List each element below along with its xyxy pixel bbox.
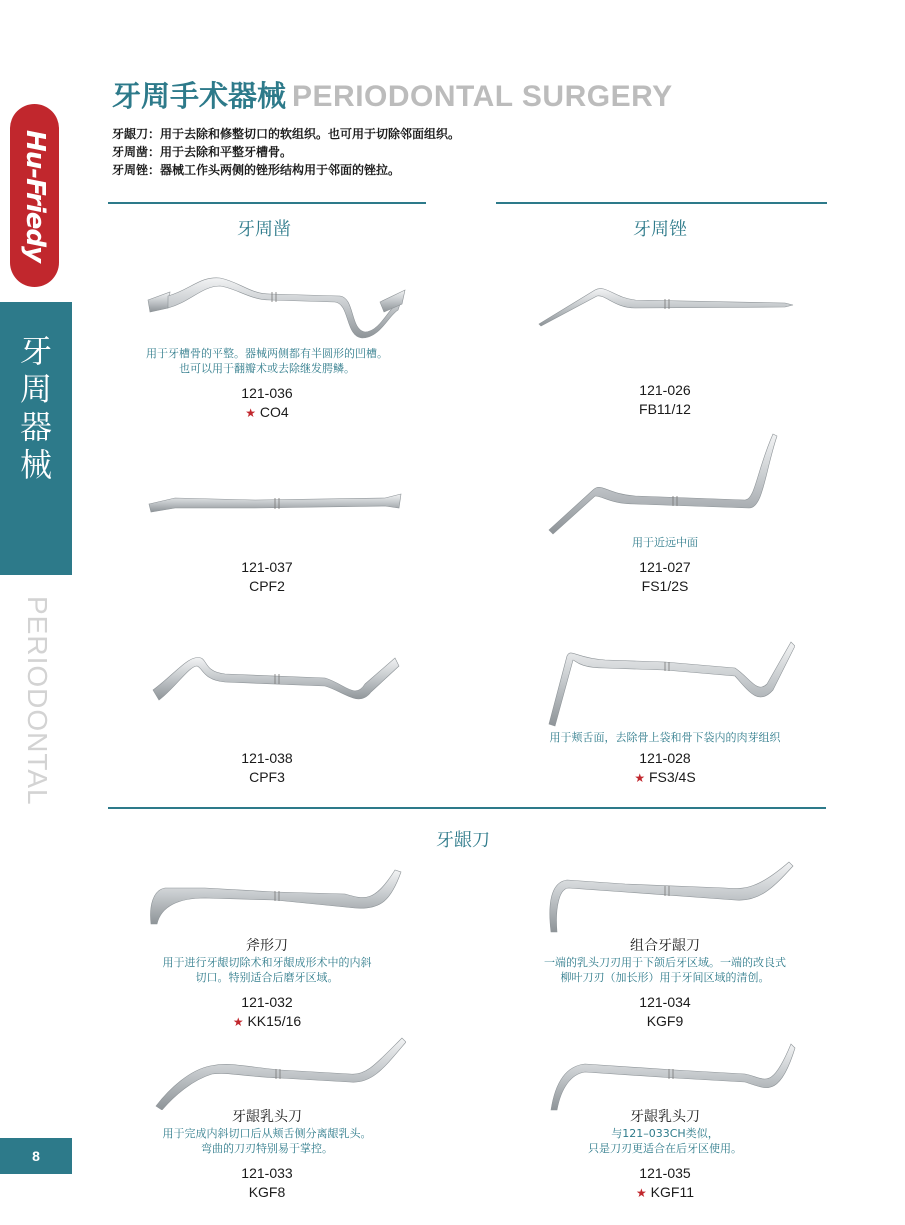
- instrument-fs34s-image: [545, 638, 795, 728]
- instrument-item-fs12s: [515, 535, 815, 596]
- item-code: 121-034: [639, 994, 691, 1010]
- instrument-fs12s-image: [545, 430, 785, 536]
- item-model: KGF9: [646, 1013, 684, 1029]
- item-model: KGF11: [650, 1184, 694, 1200]
- instrument-fb1112-image: [535, 276, 797, 330]
- item-description: 用于近远中面: [632, 536, 698, 549]
- item-model: CPF2: [249, 578, 285, 594]
- instrument-item-co4: [117, 346, 417, 423]
- logo-text: Hu-Friedy: [19, 129, 50, 262]
- item-code: 121-036: [241, 385, 293, 401]
- instrument-item-cpf2: [117, 558, 417, 596]
- item-code: 121-033: [241, 1165, 293, 1181]
- instrument-kgf9-image: [545, 858, 795, 934]
- item-description: 柳叶刀刃（加长形）用于牙间区域的清创。: [560, 971, 770, 984]
- item-name: 牙龈乳头刀: [232, 1109, 302, 1125]
- instrument-kk1516-image: [145, 866, 407, 930]
- item-code: 121-037: [241, 559, 293, 575]
- instrument-item-kk1516: [117, 937, 417, 1032]
- item-model: CPF3: [249, 769, 285, 785]
- star-icon: ★: [636, 1186, 647, 1200]
- instrument-item-cpf3: [117, 749, 417, 787]
- item-code: 121-035: [639, 1165, 691, 1181]
- item-code: 121-027: [639, 559, 691, 575]
- star-icon: ★: [245, 406, 257, 420]
- instrument-cpf3-image: [145, 644, 407, 708]
- item-name: 牙龈乳头刀: [630, 1109, 700, 1125]
- item-model: CO4: [259, 404, 289, 420]
- item-model: KGF8: [248, 1184, 286, 1200]
- item-model: FB11/12: [639, 401, 691, 417]
- instrument-item-kgf9: [515, 937, 815, 1031]
- sidebar-cn-text: 牙周器械: [19, 332, 52, 484]
- section-rule: [108, 807, 826, 809]
- section-rule: [108, 202, 426, 204]
- item-code: 121-026: [639, 382, 691, 398]
- item-name: 组合牙龈刀: [630, 938, 700, 954]
- sidebar-section-tab: [0, 302, 72, 575]
- item-name: 斧形刀: [246, 938, 288, 954]
- instrument-item-kgf8: [117, 1108, 417, 1202]
- instrument-kgf8-image: [150, 1034, 406, 1110]
- star-icon: ★: [232, 1015, 244, 1029]
- instrument-item-fb1112: [515, 381, 815, 419]
- item-description: 用于完成内斜切口后从颊舌侧分离龈乳头。: [162, 1127, 372, 1140]
- item-code: 121-028: [639, 750, 691, 766]
- item-description: 与121–033CH类似，: [611, 1127, 719, 1140]
- item-description: 用于牙槽骨的平整。器械两侧都有半圆形的凹槽。: [146, 347, 388, 360]
- item-model: FS1/2S: [641, 578, 689, 594]
- instrument-kgf11-image: [545, 1040, 797, 1112]
- title-en: PERIODONTAL SURGERY: [292, 80, 673, 113]
- item-description: 切口。特别适合后磨牙区域。: [195, 971, 339, 984]
- item-description: 也可以用于翻瓣术或去除继发腭鳞。: [179, 362, 355, 375]
- intro-text: [112, 125, 460, 179]
- item-code: 121-038: [241, 750, 293, 766]
- section-title-chisels: 牙周凿: [237, 219, 291, 240]
- item-code: 121-032: [241, 994, 293, 1010]
- item-description: 一端的乳头刀刃用于下颌后牙区域。一端的改良式: [544, 956, 786, 969]
- item-model: KK15/16: [247, 1013, 302, 1029]
- intro-line: 牙周凿：用于去除和平整牙槽骨。: [112, 145, 293, 159]
- intro-line: 牙周锉：器械工作头两侧的锉形结构用于邻面的锉拉。: [112, 163, 401, 177]
- item-description: 弯曲的刀刃特别易于掌控。: [201, 1142, 333, 1155]
- instrument-item-fs34s: [515, 730, 815, 788]
- item-model: FS3/4S: [648, 769, 696, 785]
- instrument-cpf2-image: [145, 488, 407, 518]
- section-title-knives: 牙龈刀: [436, 830, 490, 851]
- instrument-co4-image: [140, 268, 410, 340]
- sidebar-en-label: PERIODONTAL: [22, 596, 53, 806]
- instrument-item-kgf11: [515, 1108, 815, 1203]
- item-description: 用于进行牙龈切除术和牙龈成形术中的内斜: [162, 956, 372, 969]
- item-description: 用于颊舌面，去除骨上袋和骨下袋内的肉芽组织: [549, 731, 781, 744]
- page-number: 8: [0, 1138, 72, 1174]
- star-icon: ★: [634, 771, 646, 785]
- title-cn: 牙周手术器械: [112, 79, 287, 113]
- page-title: [112, 74, 673, 115]
- sidebar-cn-label: [0, 332, 72, 484]
- item-description: 只是刀刃更适合在后牙区使用。: [588, 1142, 742, 1155]
- section-title-files: 牙周锉: [633, 219, 687, 240]
- intro-line: 牙龈刀：用于去除和修整切口的软组织。也可用于切除邻面组织。: [112, 127, 461, 141]
- section-rule: [496, 202, 827, 204]
- hu-friedy-logo: [10, 104, 59, 287]
